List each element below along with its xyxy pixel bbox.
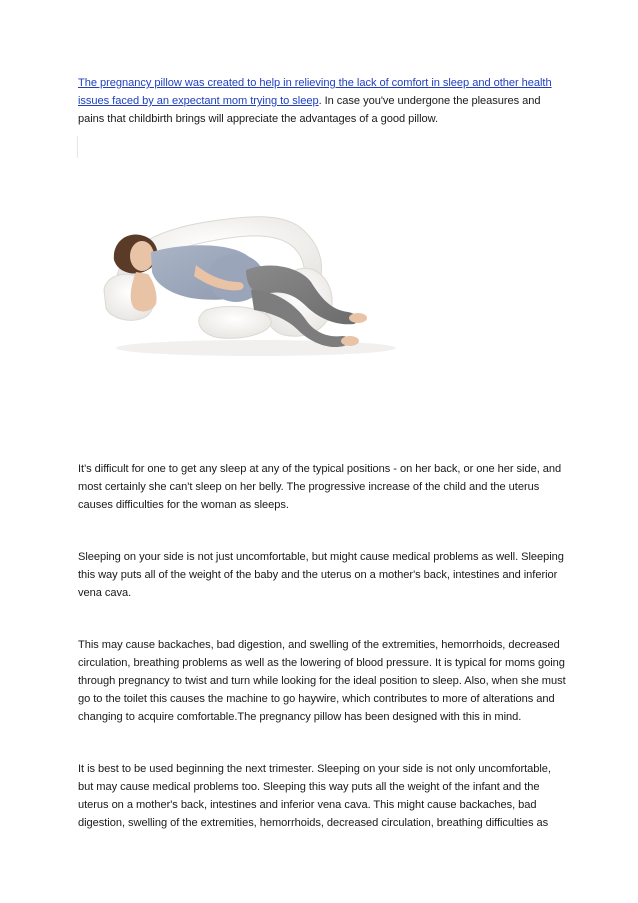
pregnancy-pillow-link[interactable]: The pregnancy pillow was created to help in relieving the lack of comfort in sleep and other health issues faced by an expectant mom trying to sleep [78,77,552,107]
body-paragraph-4: It is best to be used beginning the next trimester. Sleeping on your side is not only uncomfortable, but may cause medical problems too. Sleeping this way puts all the weight of the infant and the uterus on a mother's back, intestines and inferior vena cava. This might cause backaches, bad digestion, swelling of the extremities, hemorrhoids, decreased circulation, breathing difficulties as [78,763,551,829]
woman-with-c-shaped-pregnancy-pillow-illustration [96,190,396,360]
text-cursor-mark [77,136,78,158]
intro-paragraph [78,74,566,128]
pregnancy-pillow-image [96,190,396,360]
body-paragraph-2: Sleeping on your side is not just uncomfortable, but might cause medical problems as well. Sleeping this way puts all of the weight of the baby and the uterus on a mother's back, intestines and inferior vena cava. [78,551,564,599]
body-paragraph-1: It's difficult for one to get any sleep at any of the typical positions - on her back, or one her side, and most certainly she can't sleep on her belly. The progressive increase of the child and the uterus causes difficulties for the woman as sleeps. [78,463,562,511]
intro-paragraph-text: . In case you've undergone the pleasures and pains that childbirth brings will appreciate the advantages of a good pillow. [78,95,541,125]
body-paragraph-3: This may cause backaches, bad digestion, and swelling of the extremities, hemorrhoids, decreased circulation, breathing problems as well as the lowering of blood pressure. It is typical for moms going through pregnancy to twist and turn while looking for the ideal position to sleep. Also, when she must go to the toilet this causes the machine to go haywire, which contributes to more of alterations and changing to acquire comfortable.The pregnancy pillow has been designed with this in mind. [78,639,566,723]
